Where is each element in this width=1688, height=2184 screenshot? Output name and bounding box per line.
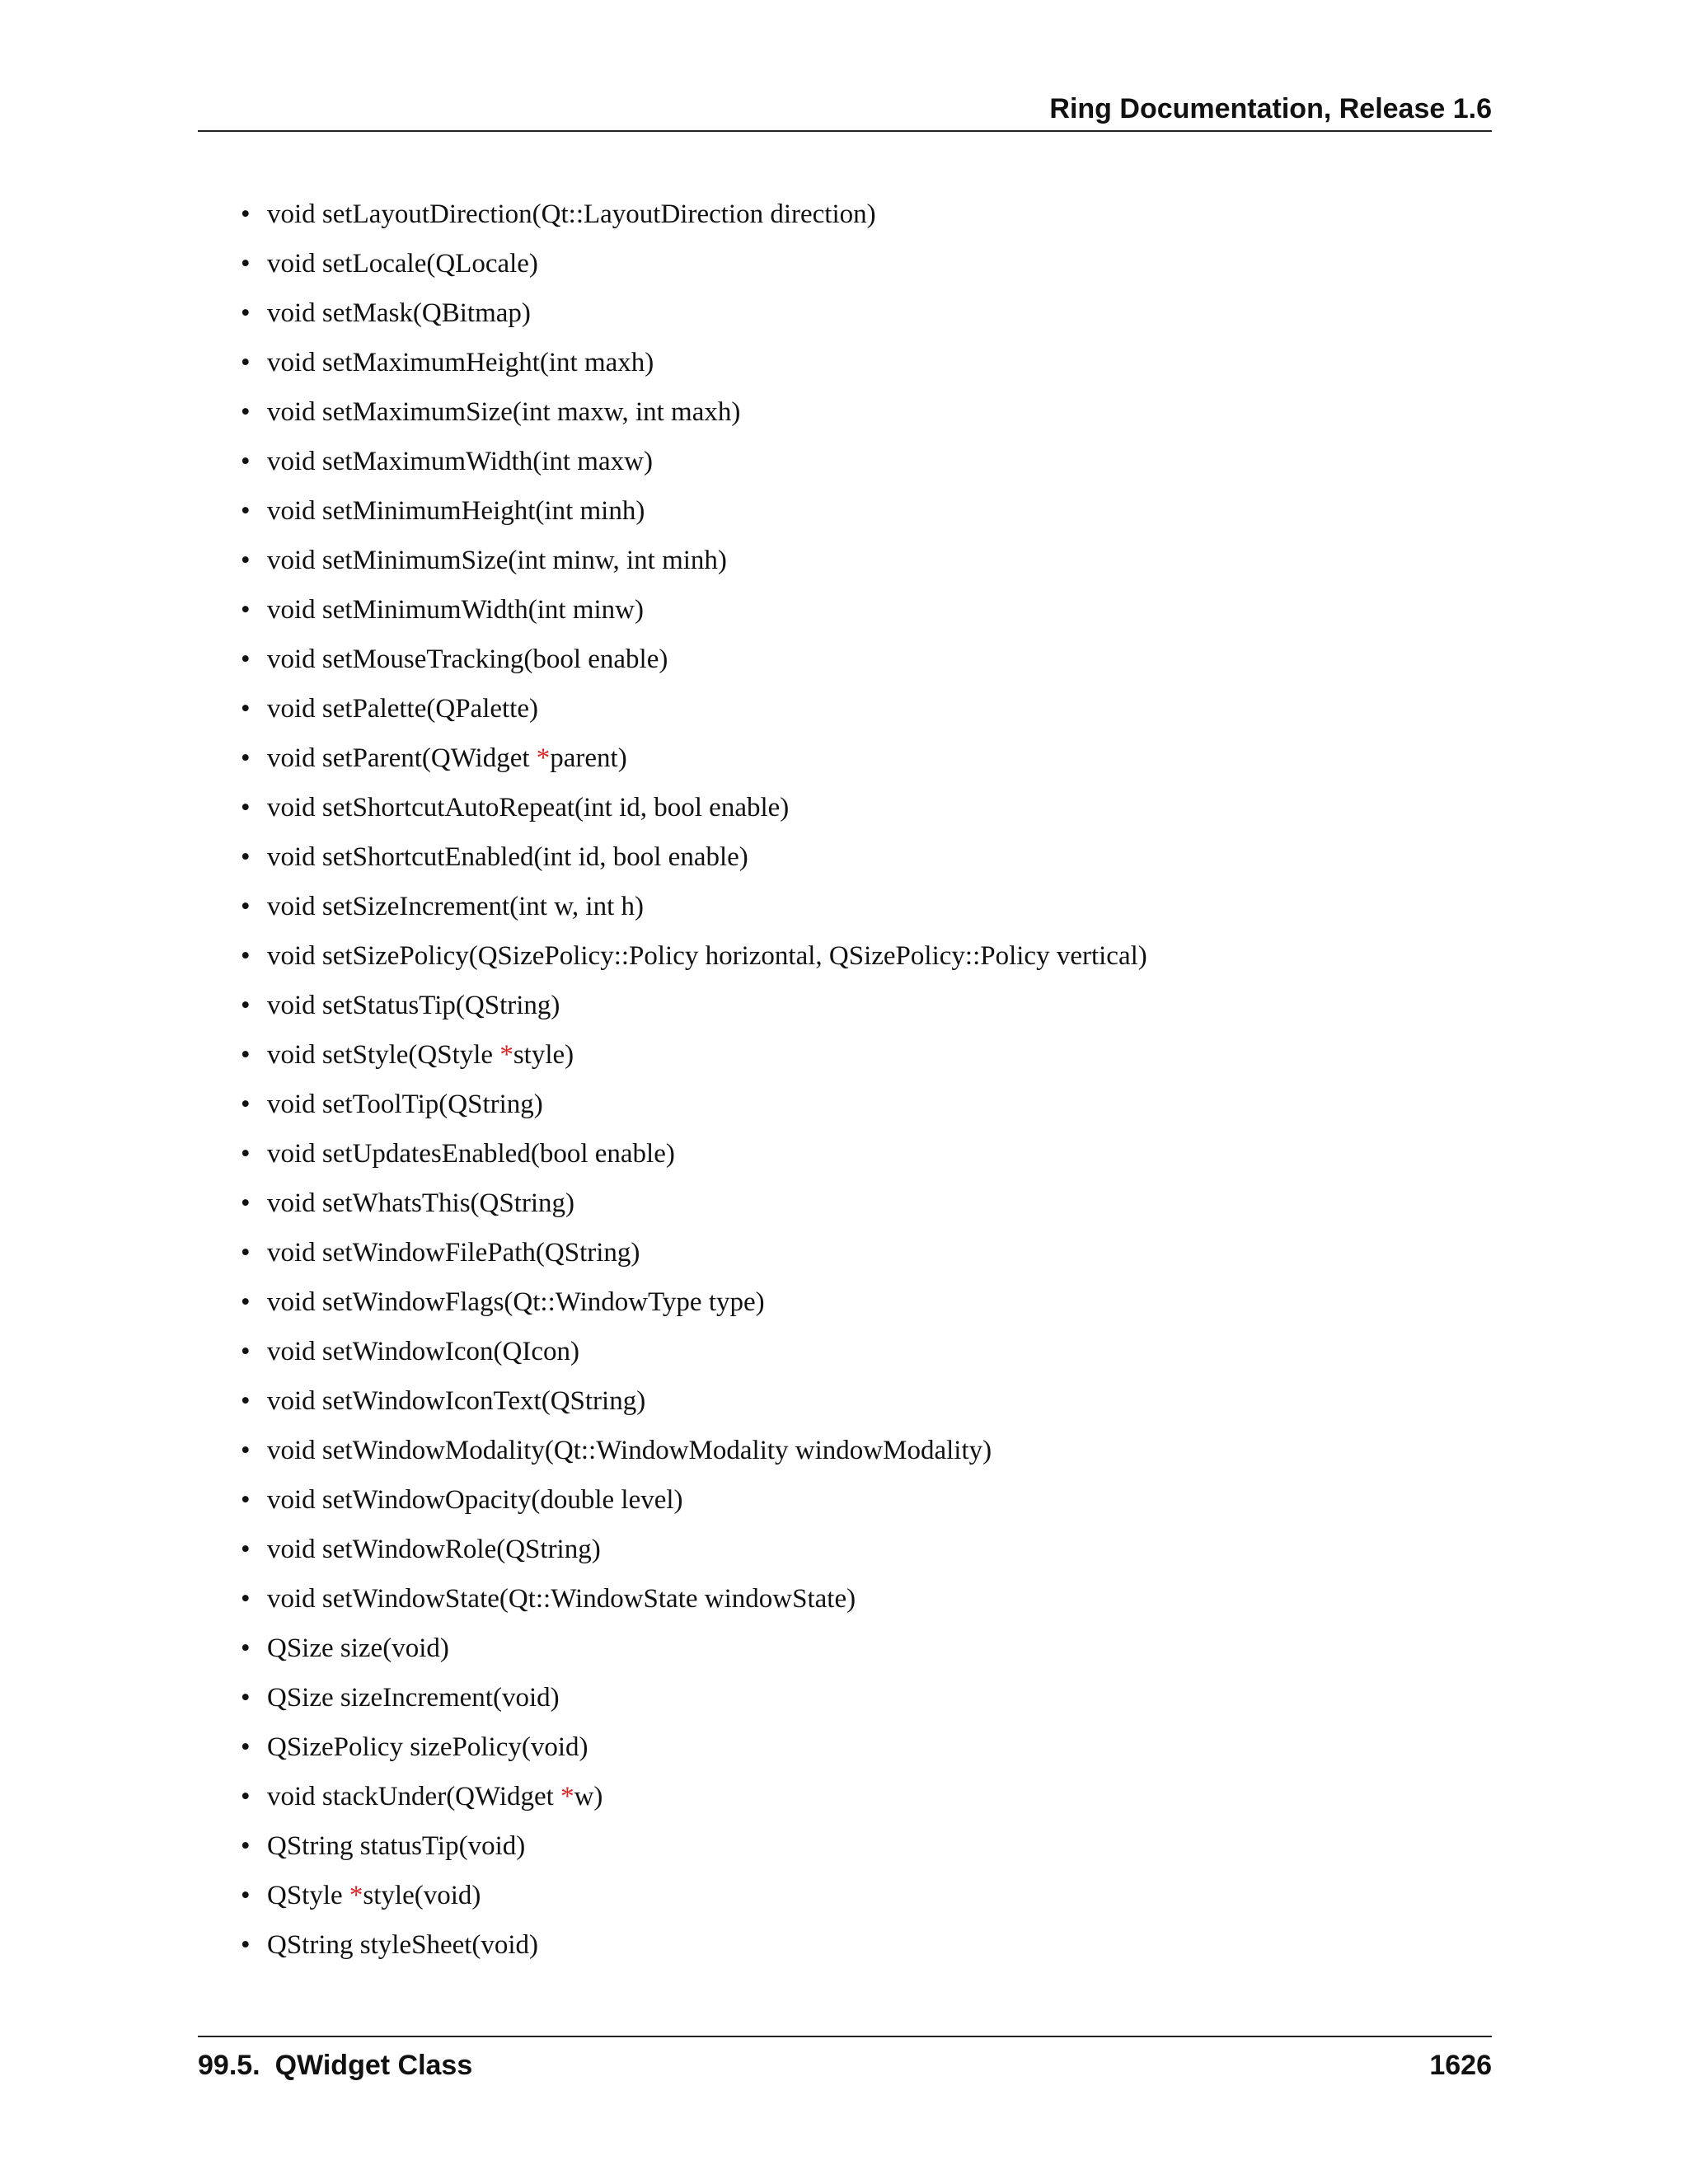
list-item [198, 346, 1147, 396]
method-signature-text: void setShortcutEnabled(int id, bool enable) [267, 842, 748, 872]
method-signature-text: void setUpdatesEnabled(bool enable) [267, 1139, 675, 1169]
list-item [198, 1929, 1147, 1978]
list-item [198, 1187, 1147, 1236]
list-item [198, 1582, 1147, 1632]
method-signature-text: void setParent(QWidget [267, 743, 537, 773]
list-item [198, 396, 1147, 445]
method-signature-text: void setLayoutDirection(Qt::LayoutDirection direction) [267, 199, 876, 229]
list-item [198, 1236, 1147, 1286]
list-item [198, 890, 1147, 940]
bullet-icon: • [241, 644, 251, 674]
bullet-icon: • [241, 1188, 251, 1218]
list-item [198, 1385, 1147, 1434]
list-item [198, 1434, 1147, 1483]
method-signature-text: QString statusTip(void) [267, 1831, 526, 1861]
list-item [198, 1088, 1147, 1137]
bullet-icon: • [241, 1337, 251, 1366]
method-signature-text: void setWindowState(Qt::WindowState windowState) [267, 1584, 856, 1614]
bullet-icon: • [241, 1782, 251, 1811]
method-signature-text: void setMouseTracking(bool enable) [267, 644, 668, 674]
bullet-icon: • [241, 1535, 251, 1564]
list-item [198, 494, 1147, 544]
method-signature-text: style) [513, 1040, 574, 1070]
bullet-icon: • [241, 1831, 251, 1861]
method-list [198, 198, 1147, 1978]
bullet-icon: • [241, 1584, 251, 1614]
method-signature-text: void setMaximumHeight(int maxh) [267, 348, 654, 377]
document-title: Ring Documentation, Release 1.6 [1049, 93, 1492, 124]
list-item [198, 989, 1147, 1038]
list-item [198, 445, 1147, 494]
method-signature-text: void setWindowOpacity(double level) [267, 1485, 683, 1515]
method-signature-text: QSize sizeIncrement(void) [267, 1683, 560, 1713]
bullet-icon: • [241, 298, 251, 328]
method-signature-text: QSize size(void) [267, 1633, 449, 1663]
method-signature-text: void stackUnder(QWidget [267, 1782, 561, 1811]
method-signature-text: void setMaximumWidth(int maxw) [267, 447, 653, 476]
method-signature-text: void setWindowFlags(Qt::WindowType type) [267, 1287, 765, 1317]
list-item [198, 1731, 1147, 1780]
bullet-icon: • [241, 1881, 251, 1910]
bullet-icon: • [241, 694, 251, 724]
bullet-icon: • [241, 1732, 251, 1762]
pointer-asterisk: * [499, 1040, 513, 1070]
bullet-icon: • [241, 249, 251, 279]
pointer-asterisk: * [349, 1881, 363, 1910]
method-signature-text: style(void) [363, 1881, 481, 1910]
bullet-icon: • [241, 1238, 251, 1268]
bullet-icon: • [241, 199, 251, 229]
list-item [198, 593, 1147, 643]
bullet-icon: • [241, 1930, 251, 1960]
footer-section [198, 2049, 472, 2082]
method-signature-text: void setPalette(QPalette) [267, 694, 538, 724]
pointer-asterisk: * [536, 743, 551, 773]
page-footer [198, 2036, 1492, 2087]
bullet-icon: • [241, 1090, 251, 1119]
method-signature-text: QString styleSheet(void) [267, 1930, 539, 1960]
method-signature-text: w) [574, 1782, 603, 1811]
method-signature-text: void setSizePolicy(QSizePolicy::Policy horizontal, QSizePolicy::Policy vertical) [267, 941, 1147, 971]
method-signature-text: void setSizeIncrement(int w, int h) [267, 892, 644, 921]
bullet-icon: • [241, 595, 251, 625]
list-item [198, 1879, 1147, 1929]
list-item [198, 791, 1147, 841]
bullet-icon: • [241, 793, 251, 823]
method-signature-text: void setMinimumHeight(int minh) [267, 496, 645, 526]
bullet-icon: • [241, 1386, 251, 1416]
bullet-icon: • [241, 1287, 251, 1317]
method-signature-text: void setToolTip(QString) [267, 1090, 543, 1119]
list-item [198, 1038, 1147, 1088]
bullet-icon: • [241, 1040, 251, 1070]
list-item [198, 1632, 1147, 1681]
method-signature-text: void setWindowRole(QString) [267, 1535, 601, 1564]
list-item [198, 1137, 1147, 1187]
bullet-icon: • [241, 447, 251, 476]
method-signature-text: void setWindowIconText(QString) [267, 1386, 646, 1416]
method-signature-text: void setMask(QBitmap) [267, 298, 531, 328]
list-item [198, 247, 1147, 297]
method-signature-text: void setMaximumSize(int maxw, int maxh) [267, 397, 741, 427]
method-signature-text: void setStatusTip(QString) [267, 991, 560, 1020]
section-number: 99.5. [198, 2050, 260, 2081]
section-title: QWidget Class [274, 2050, 473, 2081]
bullet-icon: • [241, 1139, 251, 1169]
list-item [198, 940, 1147, 989]
list-item [198, 198, 1147, 247]
page-header [198, 92, 1492, 132]
list-item [198, 1780, 1147, 1830]
bullet-icon: • [241, 1633, 251, 1663]
method-signature-text: void setStyle(QStyle [267, 1040, 500, 1070]
method-signature-text: void setWindowModality(Qt::WindowModality windowModality) [267, 1436, 992, 1465]
method-signature-text: QSizePolicy sizePolicy(void) [267, 1732, 588, 1762]
method-signature-text: void setLocale(QLocale) [267, 249, 538, 279]
method-signature-text: void setMinimumSize(int minw, int minh) [267, 546, 727, 575]
list-item [198, 841, 1147, 890]
bullet-icon: • [241, 991, 251, 1020]
list-item [198, 692, 1147, 742]
bullet-icon: • [241, 496, 251, 526]
list-item [198, 643, 1147, 692]
method-signature-text: void setWindowFilePath(QString) [267, 1238, 640, 1268]
bullet-icon: • [241, 1436, 251, 1465]
bullet-icon: • [241, 941, 251, 971]
bullet-icon: • [241, 397, 251, 427]
method-signature-text: void setWhatsThis(QString) [267, 1188, 575, 1218]
bullet-icon: • [241, 546, 251, 575]
list-item [198, 1681, 1147, 1731]
list-item [198, 1830, 1147, 1879]
bullet-icon: • [241, 1683, 251, 1713]
list-item [198, 742, 1147, 791]
bullet-icon: • [241, 743, 251, 773]
page-number: 1626 [1429, 2050, 1492, 2081]
list-item [198, 544, 1147, 593]
method-signature-text: parent) [550, 743, 627, 773]
method-signature-text: void setShortcutAutoRepeat(int id, bool enable) [267, 793, 790, 823]
method-signature-text: void setWindowIcon(QIcon) [267, 1337, 579, 1366]
list-item [198, 1286, 1147, 1335]
bullet-icon: • [241, 348, 251, 377]
bullet-icon: • [241, 1485, 251, 1515]
bullet-icon: • [241, 892, 251, 921]
list-item [198, 1533, 1147, 1582]
bullet-icon: • [241, 842, 251, 872]
list-item [198, 1483, 1147, 1533]
list-item [198, 1335, 1147, 1385]
pointer-asterisk: * [560, 1782, 574, 1811]
method-signature-text: QStyle [267, 1881, 349, 1910]
list-item [198, 297, 1147, 346]
method-signature-text: void setMinimumWidth(int minw) [267, 595, 644, 625]
